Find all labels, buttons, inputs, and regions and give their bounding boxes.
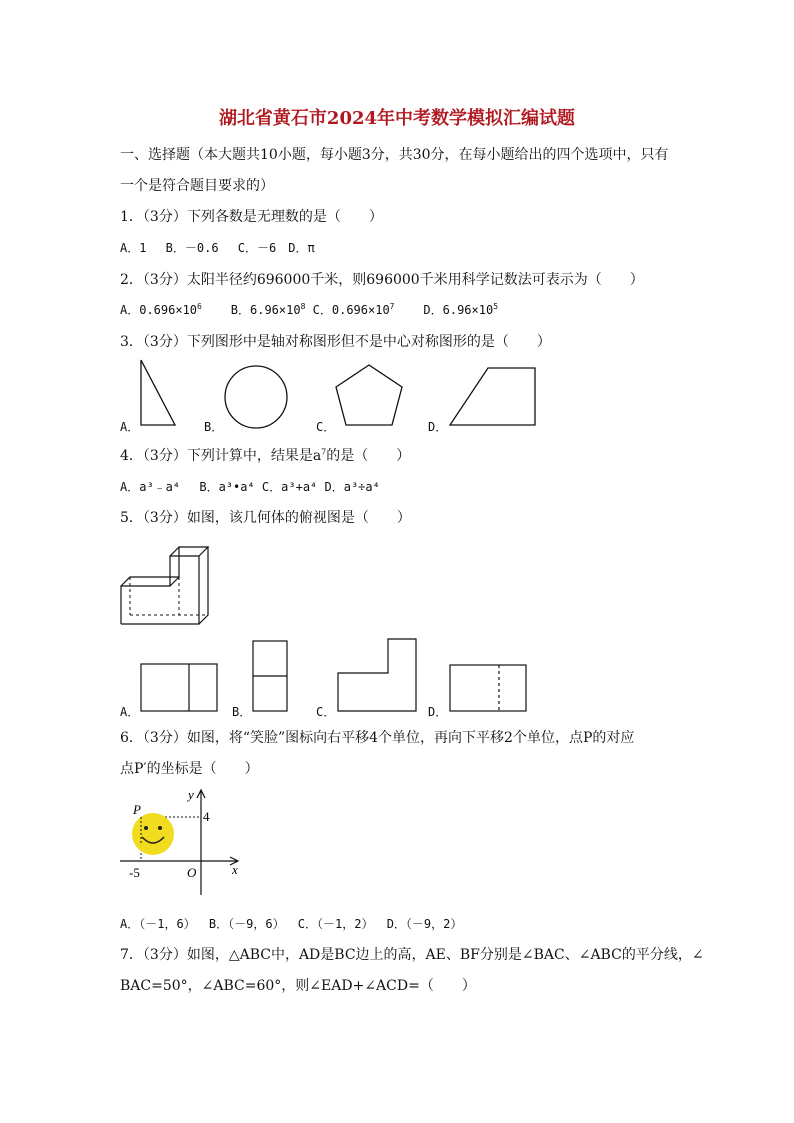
q2-option-a-exp: 6 xyxy=(197,302,202,311)
q5-edge xyxy=(170,577,179,586)
q4-stem-exp: 7 xyxy=(321,447,327,457)
q2-option-b: B．6.96×10 xyxy=(230,303,301,317)
q4-stem xyxy=(120,447,410,465)
q2-option-c: C．0.696×10 xyxy=(312,303,390,317)
q6-y-axis-label: y xyxy=(188,787,194,802)
q2-option-b-exp: 8 xyxy=(300,302,306,311)
q3-stem: 3．（3分）下列图形中是轴对称图形但不是中心对称图形的是（ ） xyxy=(120,334,551,350)
q3-figure-c-pentagon xyxy=(336,365,402,425)
q2-stem: 2．（3分）太阳半径约696000千米，则696000千米用科学记数法可表示为（ ） xyxy=(120,272,644,288)
q5-label-c: C． xyxy=(316,705,336,719)
q3-label-b: B． xyxy=(204,420,224,434)
q2-option-c-exp: 7 xyxy=(389,302,395,311)
q5-label-d: D． xyxy=(428,705,448,719)
q3-figure-d-trapezoid xyxy=(450,368,535,425)
q3-figure-a-right-triangle xyxy=(141,360,175,425)
q6-smiley-face-icon xyxy=(132,813,174,855)
q6-x-axis-label: x xyxy=(232,862,238,877)
q6-options: A．（－1，6） B．（－9，6） C．（－1，2） D．（－9，2） xyxy=(120,917,463,931)
q2-options xyxy=(120,302,498,318)
q6-coordinate-figure xyxy=(115,785,255,900)
q2-option-a: A．0.696×10 xyxy=(120,303,198,317)
q7-stem-line1: 7．（3分）如图，△ABC中，AD是BC边上的高，AE、BF分别是∠BAC、∠ABC的平分线，∠ xyxy=(120,947,704,963)
q6-x-tick-neg5: -5 xyxy=(129,865,140,880)
q6-stem-line2: 点P′的坐标是（ ） xyxy=(120,761,259,777)
q3-figure-b-circle xyxy=(225,366,287,428)
q7-stem-line2: BAC=50°，∠ABC=60°，则∠EAD+∠ACD=（ ） xyxy=(120,978,476,994)
q6-stem-line1: 6．（3分）如图，将“笑脸”图标向右平移4个单位，再向下平移2个单位，点P的对应 xyxy=(120,730,635,746)
section-header-line1: 一、选择题（本大题共10小题，每小题3分，共30分，在每小题给出的四个选项中，只有 xyxy=(120,147,669,163)
q5-top-edges xyxy=(121,547,208,586)
q5-figure-c xyxy=(338,639,416,711)
q5-stem: 5．（3分）如图，该几何体的俯视图是（ ） xyxy=(120,510,411,526)
q5-front-face xyxy=(121,556,199,624)
q3-label-d: D． xyxy=(428,420,448,434)
page-title: 湖北省黄石市2024年中考数学模拟汇编试题 xyxy=(218,108,576,129)
q5-figure-d xyxy=(450,665,526,711)
q5-figure-a xyxy=(141,664,217,711)
q6-y-tick-4: 4 xyxy=(203,809,210,824)
q3-label-a: A． xyxy=(120,420,140,434)
q1-stem: 1．（3分）下列各数是无理数的是（ ） xyxy=(120,209,383,225)
q6-smiley-eye xyxy=(144,826,148,830)
q6-origin-label: O xyxy=(187,865,197,880)
section-header-line2: 一个是符合题目要求的） xyxy=(120,178,274,194)
q5-edge xyxy=(170,547,179,556)
q2-option-d-exp: 5 xyxy=(493,302,499,311)
q4-stem-pre: 4．（3分）下列计算中，结果是a xyxy=(120,448,322,464)
q5-right-side xyxy=(199,547,208,624)
q6-point-p-label: P xyxy=(133,802,141,817)
q5-solid-figure xyxy=(115,538,235,638)
q2-option-d: D．6.96×10 xyxy=(423,303,494,317)
q4-stem-post: 的是（ ） xyxy=(326,448,411,464)
q5-label-a: A． xyxy=(120,705,140,719)
q1-options: A．1 B．－0.6 C．－6 D．π xyxy=(120,241,315,255)
q4-options: A．a³﹣a⁴ B．a³•a⁴ C．a³+a⁴ D．a³÷a⁴ xyxy=(120,480,380,494)
q3-label-c: C． xyxy=(316,420,336,434)
q6-smiley-eye xyxy=(158,826,162,830)
q5-label-b: B． xyxy=(232,705,252,719)
